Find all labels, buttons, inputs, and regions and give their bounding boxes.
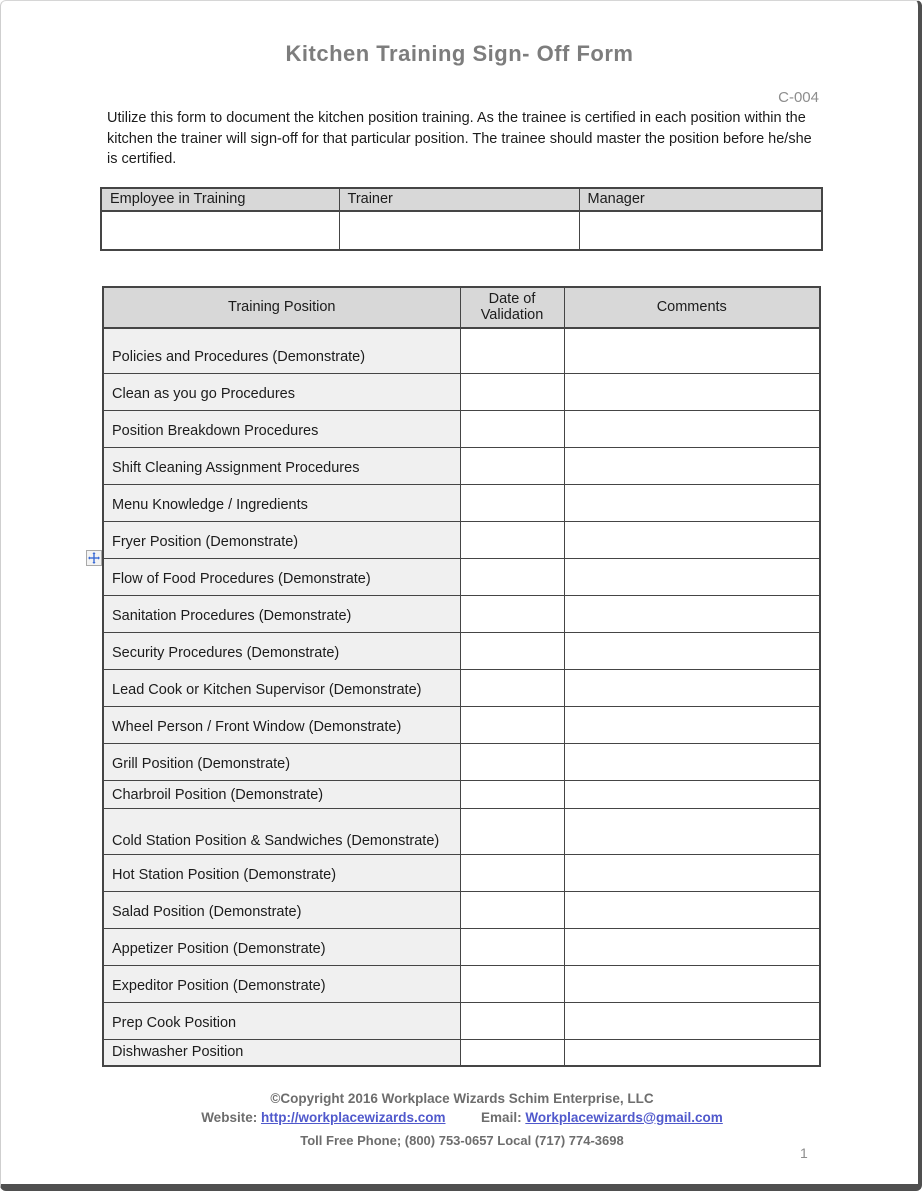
date-of-validation-cell[interactable] (460, 559, 564, 596)
signoff-input-row (101, 211, 822, 250)
date-of-validation-cell[interactable] (460, 744, 564, 781)
email-label: Email: (481, 1109, 522, 1125)
date-of-validation-cell[interactable] (460, 633, 564, 670)
comments-cell[interactable] (564, 485, 820, 522)
website-label: Website: (201, 1109, 258, 1125)
date-of-validation-cell[interactable] (460, 1003, 564, 1040)
contact-line (92, 1110, 832, 1125)
date-of-validation-cell[interactable] (460, 809, 564, 855)
footer (92, 1091, 832, 1148)
date-of-validation-cell[interactable] (460, 781, 564, 809)
date-of-validation-cell[interactable] (460, 374, 564, 411)
training-position-cell: Lead Cook or Kitchen Supervisor (Demonstrate) (103, 670, 460, 707)
intro-paragraph: Utilize this form to document the kitchen position training. As the trainee is certified in each position within the kitchen the trainer will sign-off for that particular position. The trainee should master the position before he/she is certified. (107, 110, 812, 167)
header-comments: Comments (564, 287, 820, 328)
training-position-cell: Shift Cleaning Assignment Procedures (103, 448, 460, 485)
training-header-row (103, 287, 820, 328)
table-row (103, 633, 820, 670)
comments-cell[interactable] (564, 633, 820, 670)
page-title: Kitchen Training Sign- Off Form (285, 41, 634, 66)
signoff-header-row (101, 188, 822, 211)
comments-cell[interactable] (564, 522, 820, 559)
training-position-cell: Prep Cook Position (103, 1003, 460, 1040)
training-table (102, 286, 821, 1067)
page-number: 1 (800, 1145, 808, 1161)
table-row (103, 670, 820, 707)
website-link[interactable]: http://workplacewizards.com (260, 1109, 446, 1125)
comments-cell[interactable] (564, 411, 820, 448)
date-of-validation-cell[interactable] (460, 1040, 564, 1066)
table-row (103, 855, 820, 892)
training-position-cell: Menu Knowledge / Ingredients (103, 485, 460, 522)
table-row (103, 892, 820, 929)
signoff-header-employee: Employee in Training (101, 188, 339, 211)
table-row (103, 485, 820, 522)
phone-text: Toll Free Phone; (800) 753-0657 Local (717) 774-3698 (300, 1132, 624, 1148)
date-of-validation-cell[interactable] (460, 892, 564, 929)
training-position-cell: Clean as you go Procedures (103, 374, 460, 411)
date-of-validation-cell[interactable] (460, 966, 564, 1003)
signoff-header-manager: Manager (579, 188, 822, 211)
training-position-cell: Fryer Position (Demonstrate) (103, 522, 460, 559)
training-position-cell: Position Breakdown Procedures (103, 411, 460, 448)
table-row (103, 374, 820, 411)
training-position-cell: Flow of Food Procedures (Demonstrate) (103, 559, 460, 596)
table-row (103, 707, 820, 744)
form-code: C-004 (778, 89, 819, 106)
comments-cell[interactable] (564, 1003, 820, 1040)
comments-cell[interactable] (564, 966, 820, 1003)
table-row (103, 966, 820, 1003)
training-position-cell: Grill Position (Demonstrate) (103, 744, 460, 781)
comments-cell[interactable] (564, 670, 820, 707)
table-row (103, 809, 820, 855)
training-position-cell: Appetizer Position (Demonstrate) (103, 929, 460, 966)
table-row (103, 522, 820, 559)
manager-name-cell[interactable] (579, 211, 822, 250)
signoff-table (100, 187, 823, 251)
employee-name-cell[interactable] (101, 211, 339, 250)
date-of-validation-cell[interactable] (460, 328, 564, 374)
comments-cell[interactable] (564, 855, 820, 892)
comments-cell[interactable] (564, 809, 820, 855)
table-row (103, 744, 820, 781)
training-position-cell: Hot Station Position (Demonstrate) (103, 855, 460, 892)
table-row (103, 411, 820, 448)
header-training-position: Training Position (103, 287, 460, 328)
comments-cell[interactable] (564, 448, 820, 485)
table-move-handle[interactable] (86, 550, 102, 566)
date-of-validation-cell[interactable] (460, 929, 564, 966)
move-cross-icon (88, 552, 100, 564)
comments-cell[interactable] (564, 559, 820, 596)
training-table-body (103, 328, 820, 1066)
comments-cell[interactable] (564, 929, 820, 966)
comments-cell[interactable] (564, 596, 820, 633)
training-position-cell: Charbroil Position (Demonstrate) (103, 781, 460, 809)
signoff-header-trainer: Trainer (339, 188, 579, 211)
date-of-validation-cell[interactable] (460, 670, 564, 707)
date-of-validation-cell[interactable] (460, 448, 564, 485)
training-table-section (1, 286, 918, 1067)
comments-cell[interactable] (564, 892, 820, 929)
table-row (103, 781, 820, 809)
date-of-validation-cell[interactable] (460, 596, 564, 633)
training-position-cell: Sanitation Procedures (Demonstrate) (103, 596, 460, 633)
copyright-text: ©Copyright 2016 Workplace Wizards Schim Enterprise, LLC (270, 1090, 654, 1106)
table-row (103, 929, 820, 966)
training-position-cell: Dishwasher Position (103, 1040, 460, 1066)
training-position-cell: Wheel Person / Front Window (Demonstrate) (103, 707, 460, 744)
table-row (103, 448, 820, 485)
date-of-validation-cell[interactable] (460, 522, 564, 559)
table-row (103, 559, 820, 596)
table-row (103, 1003, 820, 1040)
email-link[interactable]: Workplacewizards@gmail.com (525, 1109, 723, 1125)
date-of-validation-cell[interactable] (460, 855, 564, 892)
date-of-validation-cell[interactable] (460, 485, 564, 522)
comments-cell[interactable] (564, 328, 820, 374)
training-position-cell: Cold Station Position & Sandwiches (Demonstrate) (103, 809, 460, 855)
comments-cell[interactable] (564, 1040, 820, 1066)
training-position-cell: Security Procedures (Demonstrate) (103, 633, 460, 670)
training-position-cell: Policies and Procedures (Demonstrate) (103, 328, 460, 374)
table-row (103, 596, 820, 633)
training-position-cell: Salad Position (Demonstrate) (103, 892, 460, 929)
comments-cell[interactable] (564, 707, 820, 744)
date-of-validation-cell[interactable] (460, 707, 564, 744)
table-row (103, 328, 820, 374)
comments-cell[interactable] (564, 781, 820, 809)
header-date-of-validation: Date of Validation (460, 287, 564, 328)
date-of-validation-cell[interactable] (460, 411, 564, 448)
comments-cell[interactable] (564, 374, 820, 411)
table-row (103, 1040, 820, 1066)
training-position-cell: Expeditor Position (Demonstrate) (103, 966, 460, 1003)
trainer-name-cell[interactable] (339, 211, 579, 250)
comments-cell[interactable] (564, 744, 820, 781)
